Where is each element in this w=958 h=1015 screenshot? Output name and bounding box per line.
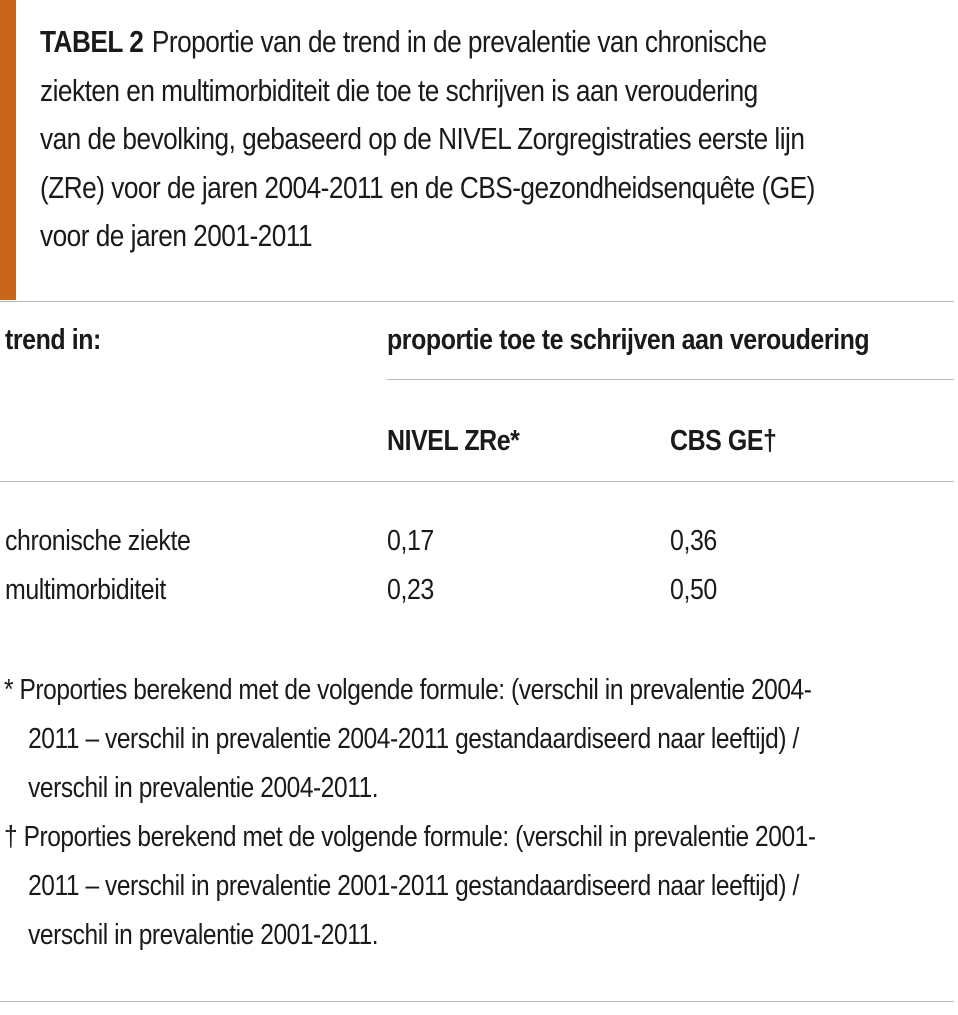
caption-accent-bar: [0, 0, 16, 300]
column-header-nivel: NIVEL ZRe*: [387, 425, 520, 457]
table-cell: 0,36: [670, 525, 717, 557]
footnote-line: verschil in prevalentie 2001-2011.: [28, 919, 379, 951]
footnote-line: * Proporties berekend met de volgende formule: (verschil in prevalentie 2004-: [4, 674, 812, 706]
table-caption: [0, 0, 958, 300]
caption-line-4: (ZRe) voor de jaren 2004-2011 en de CBS-gezondheidsenquête (GE): [40, 170, 815, 205]
row-label: multimorbiditeit: [5, 574, 166, 606]
row-label: chronische ziekte: [5, 525, 191, 557]
footnote-line: 2011 – verschil in prevalentie 2004-2011 gestandaardiseerd naar leeftijd) /: [28, 723, 799, 755]
caption-line-1: [40, 18, 934, 67]
caption-line-3: van de bevolking, gebaseerd op de NIVEL Zorgregistraties eerste lijn: [40, 122, 805, 156]
footnote-line: verschil in prevalentie 2004-2011.: [28, 772, 379, 804]
caption-line-2: ziekten en multimorbiditeit die toe te schrijven is aan veroudering: [40, 73, 758, 108]
caption-text: [40, 18, 934, 261]
table-cell: 0,17: [387, 525, 434, 557]
column-header-rule: [0, 481, 954, 482]
table-cell: 0,23: [387, 574, 434, 606]
table-bottom-rule: [0, 1001, 954, 1002]
row-header-label: trend in:: [5, 324, 101, 356]
footnote-dagger: [4, 813, 941, 960]
footnote-line: † Proporties berekend met de volgende formule: (verschil in prevalentie 2001-: [4, 821, 816, 853]
caption-line-text: Proportie van de trend in de prevalentie van chronische: [151, 25, 767, 59]
table-cell: 0,50: [670, 574, 717, 606]
group-header: proportie toe te schrijven aan veroudering: [387, 324, 870, 356]
table-label: TABEL 2: [40, 25, 144, 59]
caption-bottom-rule: [0, 301, 954, 302]
column-header-cbs: CBS GE†: [670, 425, 777, 457]
group-header-rule: [387, 379, 954, 380]
footnote-line: 2011 – verschil in prevalentie 2001-2011 gestandaardiseerd naar leeftijd) /: [28, 870, 799, 902]
footnote-asterisk: [4, 666, 941, 813]
caption-line-5: voor de jaren 2001-2011: [40, 219, 313, 253]
